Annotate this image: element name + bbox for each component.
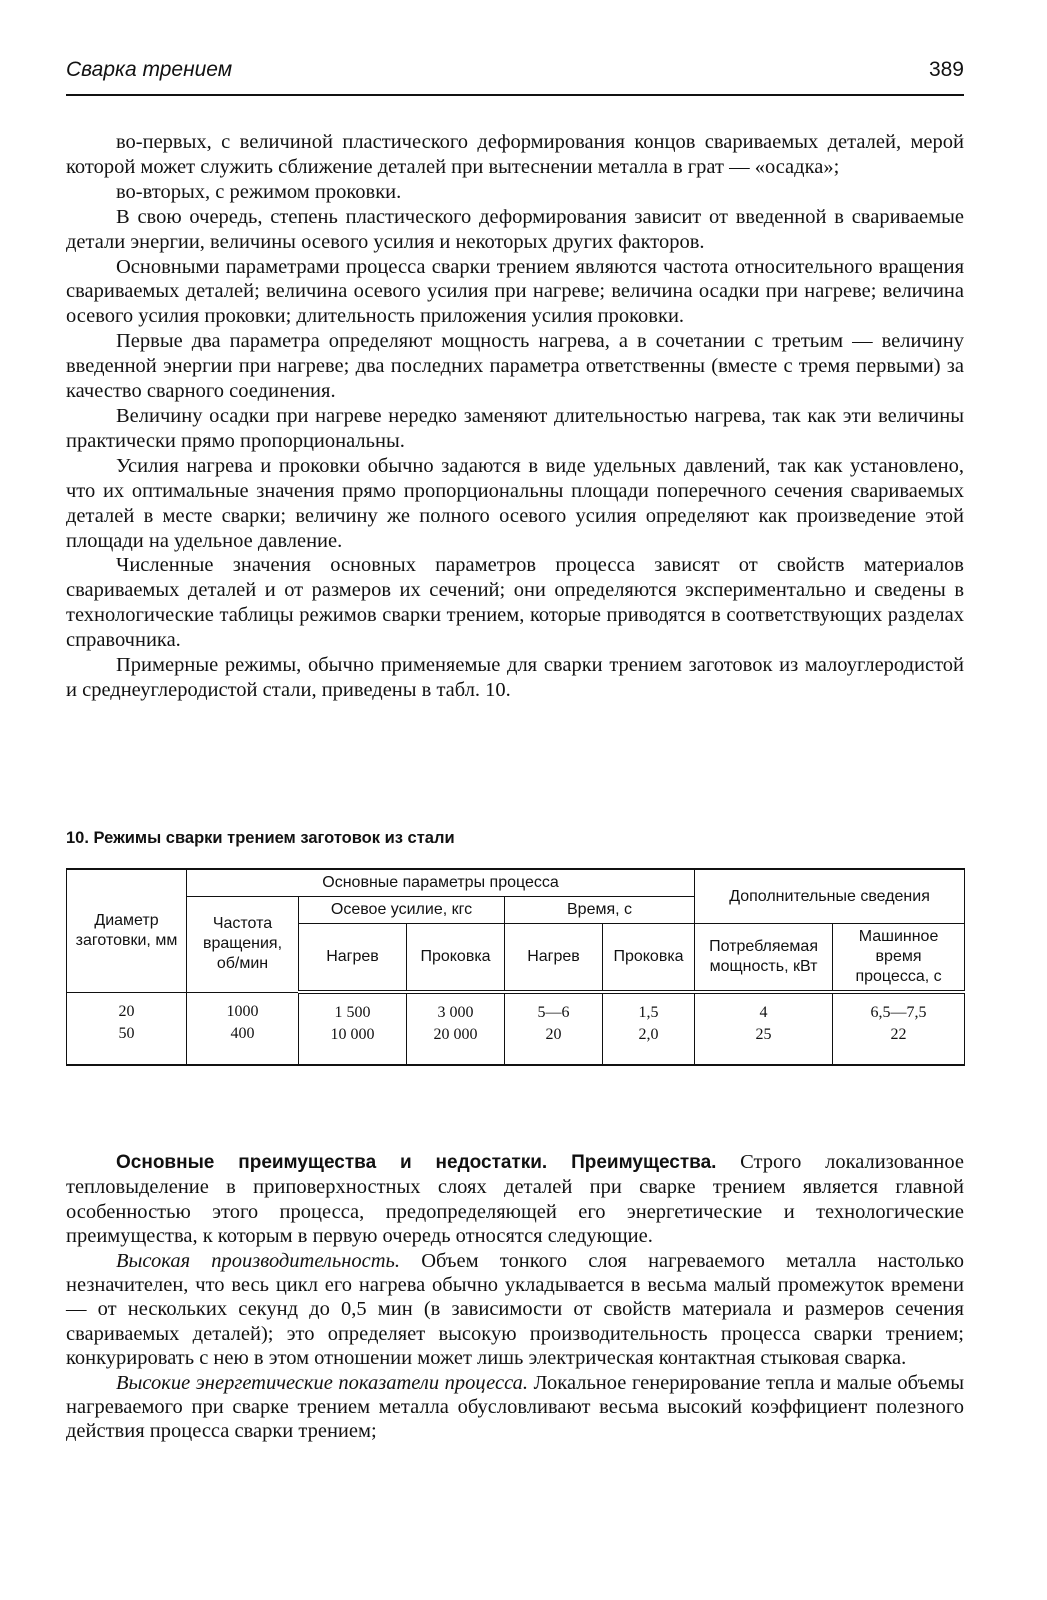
header-force-forging: Проковка bbox=[407, 924, 505, 993]
paragraph: Первые два параметра определяют мощность нагрева, а в сочетании с третьим — величину введенной энергии при нагреве; два последних параметра ответственны (вместе с тремя первыми) за качество сварного соединения. bbox=[66, 330, 964, 403]
header-time: Время, с bbox=[505, 897, 695, 924]
paragraph bbox=[66, 1150, 964, 1249]
cell-time-forging: 1,5 2,0 bbox=[603, 992, 695, 1065]
table-caption: 10. Режимы сварки трением заготовок из стали bbox=[66, 829, 455, 847]
advantages-section bbox=[66, 1150, 964, 1444]
paragraph-text: Локальное генерирование тепла и малые объемы нагреваемого при сварке трением металла обусловливают весьма высокий коэффициент полезного действия процесса сварки трением; bbox=[66, 1371, 965, 1443]
paragraph-text: Объем тонкого слоя нагреваемого металла настолько незначителен, что весь цикл его нагрева обычно укладывается в весьма малый промежуток времени — от нескольких секунд до 0,5 мин (в зависимости от свойств материала и размеров сечения свариваемых деталей); это определяет высокую производительность процесса сварки трением; конкурировать с нею в этом отношении может лишь электрическая контактная стыковая сварка. bbox=[66, 1249, 964, 1370]
paragraph: во-вторых, с режимом проковки. bbox=[116, 180, 402, 203]
paragraph bbox=[66, 1249, 964, 1371]
header-extra-info: Дополнительные сведения bbox=[695, 869, 965, 924]
page-number: 389 bbox=[928, 58, 964, 81]
cell-power: 4 25 bbox=[695, 992, 833, 1065]
paragraph: В свою очередь, степень пластического деформирования зависит от введенной в свариваемые детали энергии, величины осевого усилия и некоторых других факторов. bbox=[66, 205, 964, 253]
term-energy: Высокие энергетические показатели процесса. bbox=[116, 1371, 529, 1394]
cell-machine-time: 6,5—7,5 22 bbox=[833, 992, 965, 1065]
cell-rotation: 1000 400 bbox=[187, 992, 299, 1065]
paragraph: во-первых, с величиной пластического деформирования концов свариваемых деталей, мерой которой может служить сближение деталей при вытеснении металла в грат — «осадка»; bbox=[66, 131, 964, 178]
header-time-heating: Нагрев bbox=[505, 924, 603, 993]
paragraph-text: Строго локализованное тепловыделение в приповерхностных слоях деталей при сварке трением является главной особенностью этого процесса, предопределяющей его энергетические и технологические преимущества, к которым в первую очередь относятся следующие. bbox=[66, 1151, 965, 1248]
welding-modes-table bbox=[66, 868, 965, 1066]
cell-diameter: 20 50 bbox=[67, 992, 187, 1065]
cell-time-heating: 5—6 20 bbox=[505, 992, 603, 1065]
header-time-forging: Проковка bbox=[603, 924, 695, 993]
header-machine-time: Машинное время процесса, с bbox=[833, 924, 965, 993]
header-main-params: Основные параметры процесса bbox=[187, 869, 695, 897]
term-productivity: Высокая производительность. bbox=[116, 1249, 400, 1272]
paragraph: Численные значения основных параметров процесса зависят от свойств материалов свариваемых деталей и от размеров их сечений; они определяются экспериментально и сведены в технологические таблицы режимов сварки трением, которые приводятся в соответствующих разделах справочника. bbox=[66, 554, 964, 652]
body-text bbox=[66, 130, 964, 703]
paragraph: Величину осадки при нагреве нередко заменяют длительностью нагрева, так как эти величины практически прямо пропорциональны. bbox=[66, 404, 964, 452]
paragraph: Основными параметрами процесса сварки трением являются частота относительного вращения свариваемых деталей; величина осевого усилия при нагреве; величина осадки при нагреве; величина осевого усилия проковки; длительность приложения усилия проковки. bbox=[66, 255, 964, 328]
header-power: Потребляемая мощность, кВт bbox=[695, 924, 833, 993]
header-force-heating: Нагрев bbox=[299, 924, 407, 993]
section-heading: Основные преимущества и недостатки. Преимущества. bbox=[116, 1152, 717, 1173]
running-title: Сварка трением bbox=[66, 58, 233, 81]
header-diameter: Диаметр заготовки, мм bbox=[67, 869, 187, 992]
cell-force-heating: 1 500 10 000 bbox=[299, 992, 407, 1065]
paragraph: Усилия нагрева и проковки обычно задаются в виде удельных давлений, так как установлено, что их оптимальные значения прямо пропорциональны площади поперечного сечения свариваемых деталей в месте сварки; величину же полного осевого усилия определяют как произведение этой площади на удельное давление. bbox=[66, 454, 964, 552]
page-header bbox=[66, 52, 964, 96]
header-rotation: Частота вращения, об/мин bbox=[187, 897, 299, 993]
table-row bbox=[67, 992, 965, 1065]
header-axial-force: Осевое усилие, кгс bbox=[299, 897, 505, 924]
paragraph: Примерные режимы, обычно применяемые для сварки трением заготовок из малоуглеродистой и среднеуглеродистой стали, приведены в табл. 10. bbox=[66, 654, 964, 701]
cell-force-forging: 3 000 20 000 bbox=[407, 992, 505, 1065]
paragraph bbox=[66, 1371, 964, 1444]
